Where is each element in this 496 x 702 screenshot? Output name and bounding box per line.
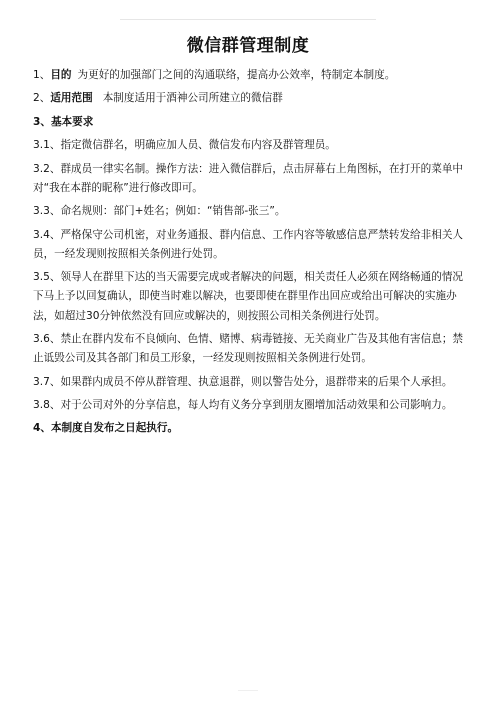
section-2-heading: 适用范围 xyxy=(50,92,93,105)
clause-3-7 xyxy=(33,373,465,392)
clause-text: 如果群内成员不停从群管理、执意退群，则以警告处分，退群带来的后果个人承担。 xyxy=(60,375,453,388)
section-1-heading: 目的 xyxy=(50,69,72,81)
section-2-number: 2、 xyxy=(33,92,51,105)
clause-number: 3.7、 xyxy=(33,375,61,388)
section-1 xyxy=(33,66,465,85)
clause-3-8 xyxy=(33,396,465,415)
clause-text: 命名规则：部门+姓名；例如：“销售部-张三”。 xyxy=(60,205,286,218)
clause-number: 3.1、 xyxy=(33,139,61,152)
clause-3-3 xyxy=(33,202,465,221)
clause-number: 3.6、 xyxy=(33,332,61,345)
clause-number: 3.3、 xyxy=(33,205,61,218)
section-4-heading: 4、本制度自发布之日起执行。 xyxy=(33,422,179,435)
clause-text: 严格保守公司机密，对业务通报、群内信息、工作内容等敏感信息严禁转发给非相关人员，一经发现则按照相关条例进行处罚。 xyxy=(33,228,464,260)
clause-number: 3.8、 xyxy=(33,398,61,411)
clause-3-6 xyxy=(33,330,465,368)
header-rule xyxy=(120,19,376,20)
footer-mark xyxy=(238,690,258,691)
clause-number: 3.5、 xyxy=(33,271,61,284)
clause-3-1 xyxy=(33,136,465,155)
clause-3-4 xyxy=(33,226,465,264)
section-1-text: 为更好的加强部门之间的沟通联络，提高办公效率，特制定本制度。 xyxy=(77,69,396,81)
clause-3-2 xyxy=(33,160,465,198)
clause-3-5 xyxy=(33,268,465,326)
section-2 xyxy=(33,89,465,108)
clause-text: 对于公司对外的分享信息，每人均有义务分享到朋友圈增加活动效果和公司影响力。 xyxy=(60,398,453,411)
section-3-heading: 3、基本要求 xyxy=(33,115,94,128)
clause-text: 领导人在群里下达的当天需要完成或者解决的问题，相关责任人必须在网络畅通的情况下马上予以回复确认，即使当时难以解决，也要即使在群里作出回应或给出可解决的实施办法，如超过30分钟依然没有回应或解决的，则按照公司相关条例进行处罚。 xyxy=(33,271,464,322)
clause-number: 3.2、 xyxy=(33,162,61,175)
clause-text: 禁止在群内发布不良倾向、色情、赌博、病毒链接、无关商业广告及其他有害信息；禁止诋毁公司及其各部门和员工形象，一经发现则按照相关条例进行处罚。 xyxy=(33,332,464,365)
section-2-text: 本制度适用于酒神公司所建立的微信群 xyxy=(102,92,283,105)
document-title: 微信群管理制度 xyxy=(186,36,310,56)
clause-text: 指定微信群名，明确应加人员、微信发布内容及群管理员。 xyxy=(60,139,336,152)
section-1-number: 1、 xyxy=(33,69,51,81)
clause-number: 3.4、 xyxy=(33,228,61,241)
clause-text: 群成员一律实名制。操作方法：进入微信群后，点击屏幕右上角图标，在打开的菜单中对“我在本群的昵称”进行修改即可。 xyxy=(33,162,464,194)
document-body xyxy=(33,66,465,443)
